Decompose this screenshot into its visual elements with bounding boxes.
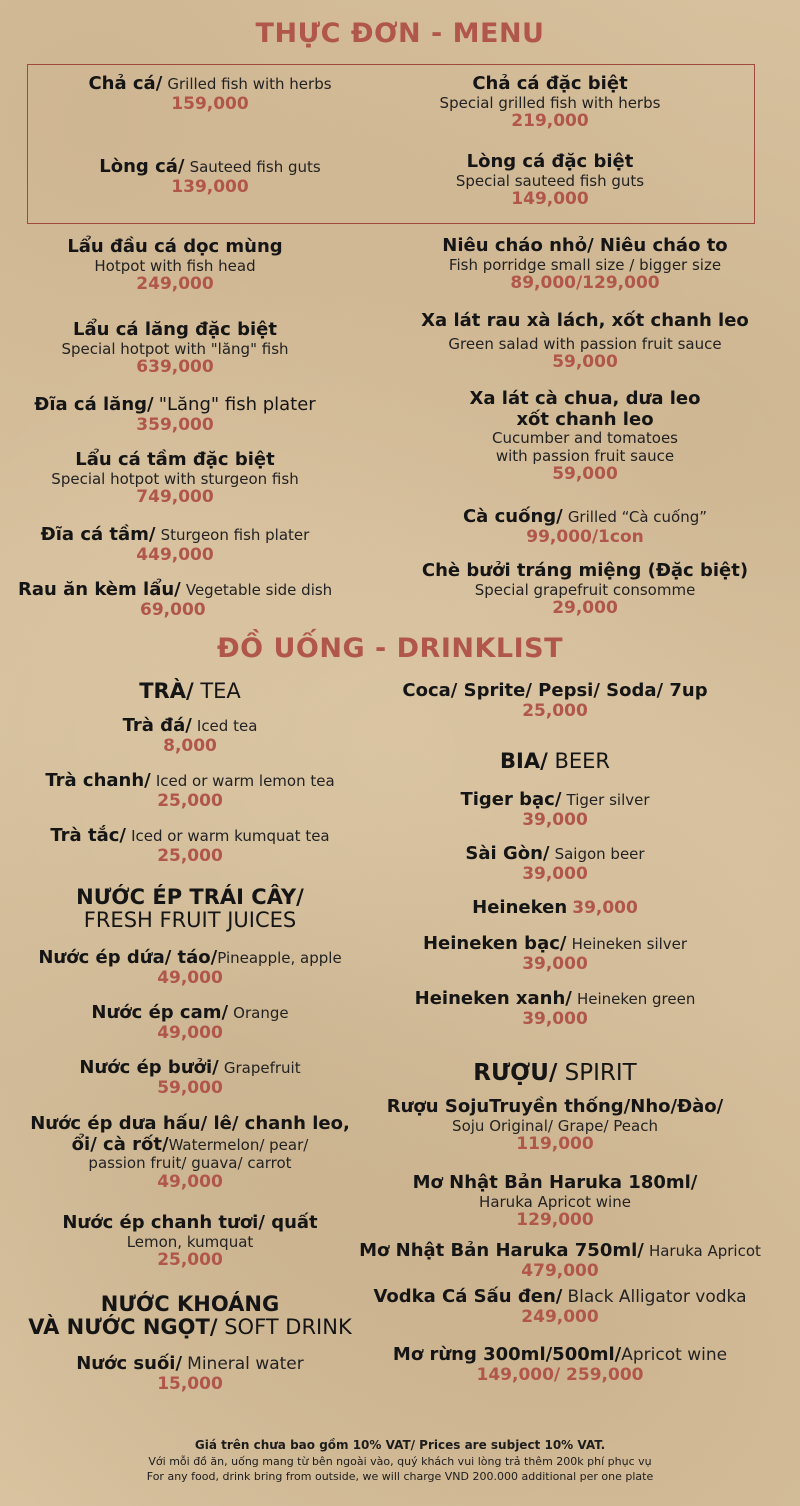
item-desc: Green salad with passion fruit sauce: [448, 334, 722, 353]
item-price: 359,000: [136, 414, 214, 435]
vat-note: Giá trên chưa bao gồm 10% VAT/ Prices are subject 10% VAT.: [194, 1438, 606, 1452]
item-name: Heineken xanh/: [414, 988, 572, 1009]
item-name: Nước ép cam/: [91, 1002, 229, 1023]
item-name: Đĩa cá tầm/: [40, 524, 156, 545]
menu-item: [410, 236, 760, 293]
item-name: Chả cá/: [88, 73, 163, 94]
menu-item: [410, 311, 760, 372]
item-name: Heineken: [472, 897, 568, 918]
item-price: 25,000: [157, 1249, 223, 1270]
item-name: Mơ Nhật Bản Haruka 180ml/: [412, 1172, 698, 1193]
item-name: Cà cuống/: [462, 506, 563, 527]
heading-vi: BIA/: [500, 749, 548, 773]
item-price: 25,000: [157, 790, 223, 811]
drink-item: [355, 1241, 765, 1281]
item-desc: Haruka Apricot: [648, 1242, 761, 1260]
menu-item: [10, 320, 340, 377]
item-price: 139,000: [171, 176, 249, 197]
item-desc: "Lăng" fish plater: [158, 394, 316, 415]
item-desc: Hotpot with fish head: [94, 256, 256, 275]
item-name: Xa lát cà chua, dưa leo: [469, 388, 701, 409]
heading-en: SPIRIT: [557, 1060, 637, 1086]
item-desc: Haruka Apricot wine: [479, 1192, 631, 1211]
item-desc: Heineken green: [576, 990, 696, 1008]
drink-item: [10, 1213, 370, 1270]
item-desc: Grapefruit: [223, 1059, 301, 1077]
item-price: 39,000: [522, 1008, 588, 1029]
item-price: 249,000: [136, 273, 214, 294]
item-price: 249,000: [521, 1306, 599, 1327]
item-price: 69,000: [140, 599, 206, 620]
item-price: 49,000: [157, 1022, 223, 1043]
item-desc: Saigon beer: [554, 845, 645, 863]
item-price: 49,000: [157, 967, 223, 988]
item-desc: Vegetable side dish: [185, 581, 333, 599]
item-desc: Orange: [233, 1004, 289, 1022]
item-name: Tiger bạc/: [460, 789, 562, 810]
item-price: 49,000: [157, 1171, 223, 1192]
item-name: Mơ rừng 300ml/500ml/: [392, 1344, 622, 1365]
item-name: Mơ Nhật Bản Haruka 750ml/: [359, 1240, 644, 1261]
item-price: 89,000/129,000: [510, 272, 660, 293]
menu-item: [410, 389, 760, 484]
heading-en: SOFT DRINK: [217, 1315, 352, 1340]
item-name: Trà đá/: [122, 715, 192, 736]
heading-vi: TRÀ/: [139, 679, 194, 703]
item-price: 39,000: [522, 809, 588, 830]
menu-title: THỰC ĐƠN - MENU: [255, 18, 545, 49]
item-price: 39,000: [522, 953, 588, 974]
drink-item: [10, 1354, 370, 1394]
heading-en: BEER: [547, 749, 610, 773]
item-desc: Cucumber and tomatoes: [492, 429, 678, 448]
item-desc: Black Alligator vodka: [567, 1287, 747, 1307]
item-name: Lẩu đầu cá dọc mùng: [67, 236, 283, 257]
menu-item: [40, 157, 380, 197]
item-price: 639,000: [136, 356, 214, 377]
item-desc: Pineapple, apple: [217, 949, 342, 967]
menu-item: [400, 152, 700, 209]
drink-item: [10, 1003, 370, 1043]
outside-food-note-en: For any food, drink bring from outside, we will charge VND 200.000 additional per one plate: [146, 1470, 654, 1483]
drink-item: [380, 1173, 730, 1230]
item-name: Nước suối/: [76, 1353, 183, 1374]
heading-vi-line2: VÀ NƯỚC NGỌT/: [28, 1315, 218, 1340]
item-name: Đĩa cá lăng/: [34, 394, 154, 415]
item-desc: Special hotpot with "lăng" fish: [61, 339, 289, 358]
item-price: 219,000: [511, 110, 589, 131]
item-price: 129,000: [516, 1209, 594, 1230]
menu-item: [10, 525, 340, 565]
item-name-line2: ổi/ cà rốt/: [71, 1133, 169, 1155]
item-price: 149,000/ 259,000: [476, 1364, 644, 1385]
item-name: Lòng cá đặc biệt: [466, 151, 634, 172]
heading-en: TEA: [193, 679, 241, 703]
drink-item: [10, 771, 370, 811]
item-price: 59,000: [552, 351, 618, 372]
item-price: 149,000: [511, 188, 589, 209]
drink-item: [380, 898, 730, 919]
heading-vi: RƯỢU/: [473, 1060, 558, 1086]
item-desc: Iced or warm kumquat tea: [131, 827, 330, 845]
item-name: Nước ép bưởi/: [79, 1057, 219, 1078]
item-name: Rượu SojuTruyền thống/Nho/Đào/: [386, 1096, 724, 1117]
item-price: 99,000/1con: [526, 526, 644, 547]
item-price: 159,000: [171, 93, 249, 114]
item-desc: Sauteed fish guts: [189, 158, 321, 176]
drink-item: [380, 790, 730, 830]
item-price: 25,000: [157, 845, 223, 866]
item-name: Niêu cháo nhỏ/ Niêu cháo to: [442, 235, 728, 256]
item-name: Sài Gòn/: [465, 843, 550, 864]
section-heading-tea: [10, 679, 370, 703]
section-heading-beer: [380, 749, 730, 773]
menu-item: [40, 74, 380, 114]
item-name: Lòng cá/: [99, 156, 185, 177]
item-desc: Mineral water: [187, 1354, 304, 1374]
drink-item: [380, 1097, 730, 1154]
item-desc: Soju Original/ Grape/ Peach: [452, 1116, 658, 1135]
item-desc: Fish porridge small size / bigger size: [448, 255, 722, 274]
drink-item: [355, 1345, 765, 1385]
item-desc: Iced tea: [196, 717, 258, 735]
drink-item: [380, 934, 730, 974]
item-desc: Grilled “Cà cuống”: [567, 508, 708, 526]
menu-item: [10, 395, 340, 435]
item-name: Chè bưởi tráng miệng (Đặc biệt): [421, 560, 749, 581]
item-price: 15,000: [157, 1373, 223, 1394]
heading-en: FRESH FRUIT JUICES: [83, 908, 297, 933]
drink-item: [355, 1287, 765, 1327]
drink-item: [10, 948, 370, 988]
item-price: 39,000: [522, 863, 588, 884]
item-name: Trà tắc/: [50, 825, 126, 846]
item-name: Xa lát rau xà lách, xốt chanh leo: [421, 310, 749, 331]
drink-item: [380, 844, 730, 884]
item-name: Lẩu cá lăng đặc biệt: [73, 319, 277, 340]
section-heading-soft-drink: [10, 1293, 370, 1339]
item-desc: Apricot wine: [621, 1345, 728, 1365]
item-desc: Lemon, kumquat: [126, 1232, 254, 1251]
item-name: Rau ăn kèm lẩu/: [18, 579, 181, 600]
drink-item: [380, 681, 730, 721]
heading-vi: NƯỚC KHOÁNG: [100, 1292, 280, 1316]
item-name: Vodka Cá Sấu đen/: [373, 1286, 563, 1307]
item-name: Lẩu cá tầm đặc biệt: [75, 449, 275, 470]
item-name-line2: xốt chanh leo: [516, 408, 654, 430]
item-desc: Special hotpot with sturgeon fish: [51, 469, 299, 488]
menu-item: [18, 580, 348, 620]
item-name: Heineken bạc/: [422, 933, 567, 954]
item-desc: Special sauteed fish guts: [455, 171, 645, 190]
item-price: 59,000: [157, 1077, 223, 1098]
item-desc: Sturgeon fish plater: [160, 526, 310, 544]
item-price: 8,000: [163, 735, 217, 756]
item-name: Chả cá đặc biệt: [472, 73, 628, 94]
item-name: Trà chanh/: [45, 770, 151, 791]
menu-item: [400, 74, 700, 131]
menu-item: [410, 561, 760, 618]
outside-food-note-vi: Với mỗi đồ ăn, uống mang từ bên ngoài vào, quý khách vui lòng trả thêm 200k phí phục vụ: [148, 1455, 652, 1468]
item-desc: Watermelon/ pear/: [168, 1135, 309, 1154]
heading-vi: NƯỚC ÉP TRÁI CÂY/: [76, 885, 304, 909]
item-name: Nước ép dứa/ táo/: [38, 947, 218, 968]
menu-item: [10, 237, 340, 294]
section-heading-spirit: [380, 1060, 730, 1086]
item-price: 119,000: [516, 1133, 594, 1154]
item-desc: Iced or warm lemon tea: [155, 772, 335, 790]
item-desc-line2: passion fruit/ guava/ carrot: [88, 1154, 292, 1173]
item-name: Nước ép chanh tươi/ quất: [62, 1212, 318, 1233]
item-price: 749,000: [136, 486, 214, 507]
item-price: 449,000: [136, 544, 214, 565]
drink-item: [10, 826, 370, 866]
item-price: 29,000: [552, 597, 618, 618]
item-price: 25,000: [522, 700, 588, 721]
menu-item: [10, 450, 340, 507]
item-desc: Grilled fish with herbs: [167, 75, 332, 93]
item-name: Nước ép dưa hấu/ lê/ chanh leo,: [30, 1113, 350, 1134]
item-desc: Special grilled fish with herbs: [439, 93, 661, 112]
drink-item: [10, 1114, 370, 1192]
drink-title: ĐỒ UỐNG - DRINKLIST: [217, 633, 563, 664]
item-price: 59,000: [552, 463, 618, 484]
section-heading-juice: [10, 886, 370, 932]
item-desc: Special grapefruit consomme: [474, 580, 696, 599]
item-name: Coca/ Sprite/ Pepsi/ Soda/ 7up: [402, 680, 708, 701]
drink-item: [10, 1058, 370, 1098]
item-desc-line2: with passion fruit sauce: [495, 446, 675, 465]
item-desc: Heineken silver: [571, 935, 688, 953]
drink-item: [380, 989, 730, 1029]
item-desc: Tiger silver: [566, 791, 650, 809]
menu-item: [410, 507, 760, 547]
drink-item: [10, 716, 370, 756]
item-price: 39,000: [572, 898, 638, 918]
item-price: 479,000: [521, 1260, 599, 1281]
